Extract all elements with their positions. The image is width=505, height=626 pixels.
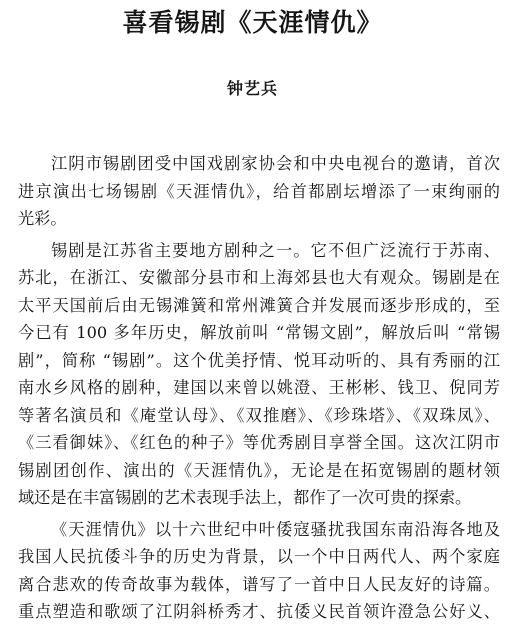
text-line: 我国人民抗倭斗争的历史为背景，以一个中日两代人、两个家庭 bbox=[18, 547, 500, 566]
article-title: 喜看锡剧《天涯情仇》 bbox=[122, 8, 383, 37]
text-line: 域还是在丰富锡剧的艺术表现手法上，都作了一次可贵的探索。 bbox=[18, 488, 472, 507]
text-line: 《三看御妹》、《红色的种子》等优秀剧目享誉全国。这次江阴市 bbox=[18, 433, 500, 452]
text-line: 重点塑造和歌颂了江阴斜桥秀才、抗倭义民首领许澄急公好义、 bbox=[18, 602, 500, 621]
text-line: 今已有 100 多年历史，解放前叫 “常锡文剧”，解放后叫 “常锡 bbox=[18, 323, 500, 342]
article-author: 钟艺兵 bbox=[226, 79, 278, 98]
paragraph bbox=[18, 516, 500, 626]
article-body bbox=[18, 150, 500, 626]
paragraph bbox=[18, 237, 500, 512]
text-line: 进京演出七场锡剧《天涯情仇》，给首都剧坛增添了一束绚丽的 bbox=[18, 181, 500, 201]
text-line: 剧”，简称 “锡剧”。这个优美抒情、悦耳动听的、具有秀丽的江 bbox=[18, 350, 500, 370]
paragraph bbox=[18, 150, 500, 233]
text-line: 南水乡风格的剧种，建国以来曾以姚澄、王彬彬、钱卫、倪同芳 bbox=[18, 378, 500, 397]
text-line: 太平天国前后由无锡滩簧和常州滩簧合并发展而逐步形成的，至 bbox=[18, 295, 500, 315]
text-line: 《天涯情仇》以十六世纪中叶倭寇骚扰我国东南沿海各地及 bbox=[51, 519, 500, 539]
text-line: 锡剧团创作、演出的《天涯情仇》，无论是在拓宽锡剧的题材领 bbox=[18, 460, 500, 480]
text-line: 等著名演员和《庵堂认母》、《双推磨》、《珍珠塔》、《双珠凤》、 bbox=[18, 405, 500, 425]
text-line: 锡剧是江苏省主要地方剧种之一。它不但广泛流行于苏南、 bbox=[51, 240, 500, 260]
text-line: 离合悲欢的传奇故事为载体，谱写了一首中日人民友好的诗篇。 bbox=[18, 574, 500, 594]
text-line: 苏北，在浙江、安徽部分县市和上海郊县也大有观众。锡剧是在 bbox=[18, 268, 500, 287]
text-line: 光彩。 bbox=[18, 209, 67, 228]
text-line: 江阴市锡剧团受中国戏剧家协会和中央电视台的邀请，首次 bbox=[51, 154, 500, 173]
